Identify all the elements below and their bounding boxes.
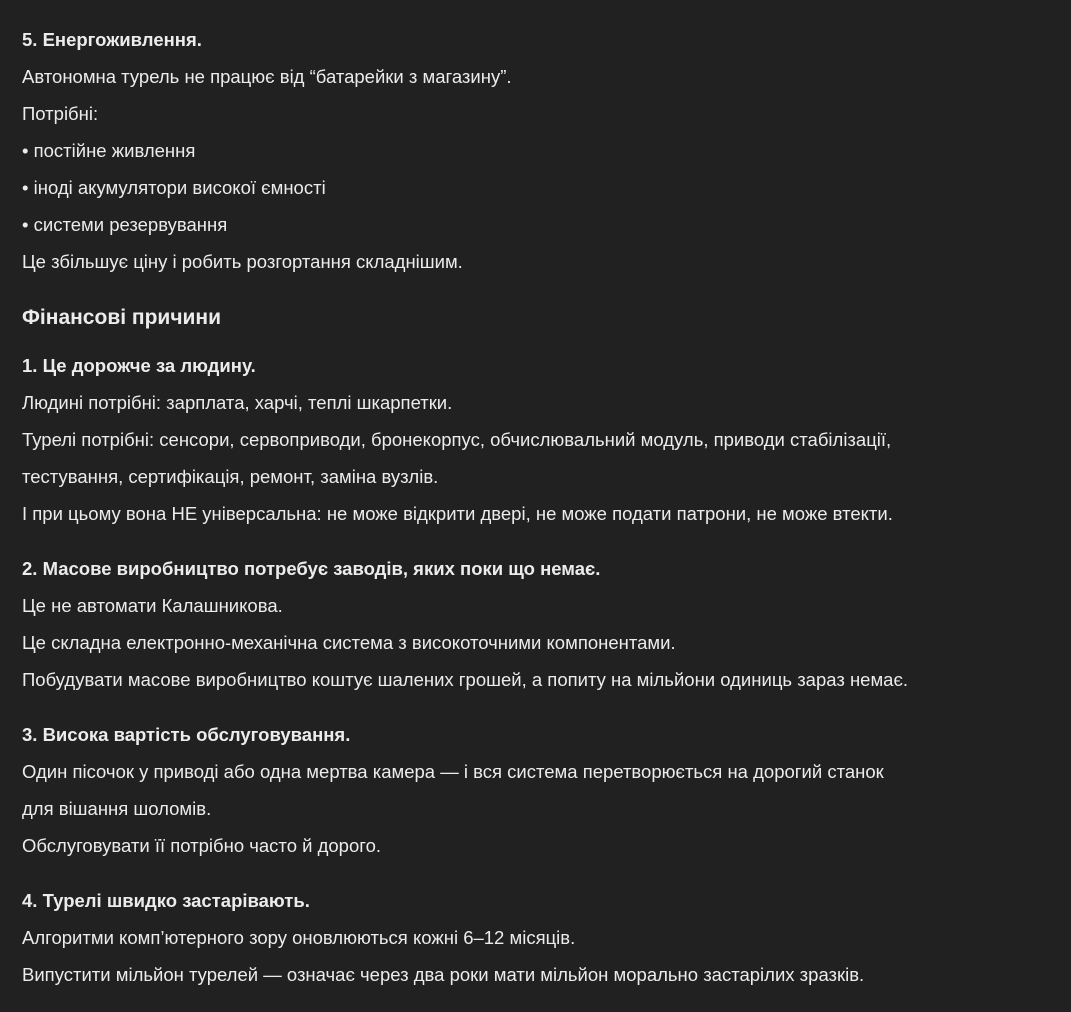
- paragraph-text: Це складна електронно-механічна система з високоточними компонентами.: [22, 632, 676, 653]
- paragraph-text: І при цьому вона НЕ універсальна: не може відкрити двері, не може подати патрони, не може втекти.: [22, 503, 893, 524]
- paragraph-text: Випустити мільйон турелей — означає через два роки мати мільйон морально застарілих зразків.: [22, 964, 865, 985]
- paragraph-text: Потрібні:: [22, 103, 99, 124]
- section-title-obsolescence: 4. Турелі швидко застарівають.: [22, 890, 310, 911]
- paragraph-text: для вішання шоломів.: [22, 798, 212, 819]
- section-heading-financial: Фінансові причини: [22, 306, 222, 329]
- list-item: • постійне живлення: [22, 140, 196, 161]
- paragraph-text: Це не автомати Калашникова.: [22, 595, 283, 616]
- paragraph-text: Це збільшує ціну і робить розгортання складнішим.: [22, 251, 463, 272]
- section-title-power: 5. Енергоживлення.: [22, 29, 202, 50]
- section-title-production: 2. Масове виробництво потребує заводів, яких поки що немає.: [22, 558, 601, 579]
- chat-message-content: [22, 0, 1052, 993]
- paragraph-text: Один пісочок у приводі або одна мертва камера — і вся система перетворюється на дорогий станок: [22, 761, 884, 782]
- section-title-cost: 1. Це дорожче за людину.: [22, 355, 256, 376]
- list-item: • іноді акумулятори високої ємності: [22, 177, 326, 198]
- paragraph-text: Алгоритми комп’ютерного зору оновлюються кожні 6–12 місяців.: [22, 927, 576, 948]
- section-title-maintenance: 3. Висока вартість обслуговування.: [22, 724, 351, 745]
- paragraph-text: тестування, сертифікація, ремонт, заміна вузлів.: [22, 466, 439, 487]
- paragraph-text: Побудувати масове виробництво коштує шалених грошей, а попиту на мільйони одиниць зараз немає.: [22, 669, 909, 690]
- paragraph-text: Людині потрібні: зарплата, харчі, теплі шкарпетки.: [22, 392, 453, 413]
- paragraph-text: Турелі потрібні: сенсори, сервоприводи, бронекорпус, обчислювальний модуль, приводи стабілізації,: [22, 429, 892, 450]
- paragraph-text: Автономна турель не працює від “батарейки з магазину”.: [22, 66, 512, 87]
- paragraph-text: Обслуговувати її потрібно часто й дорого.: [22, 835, 382, 856]
- list-item: • системи резервування: [22, 214, 228, 235]
